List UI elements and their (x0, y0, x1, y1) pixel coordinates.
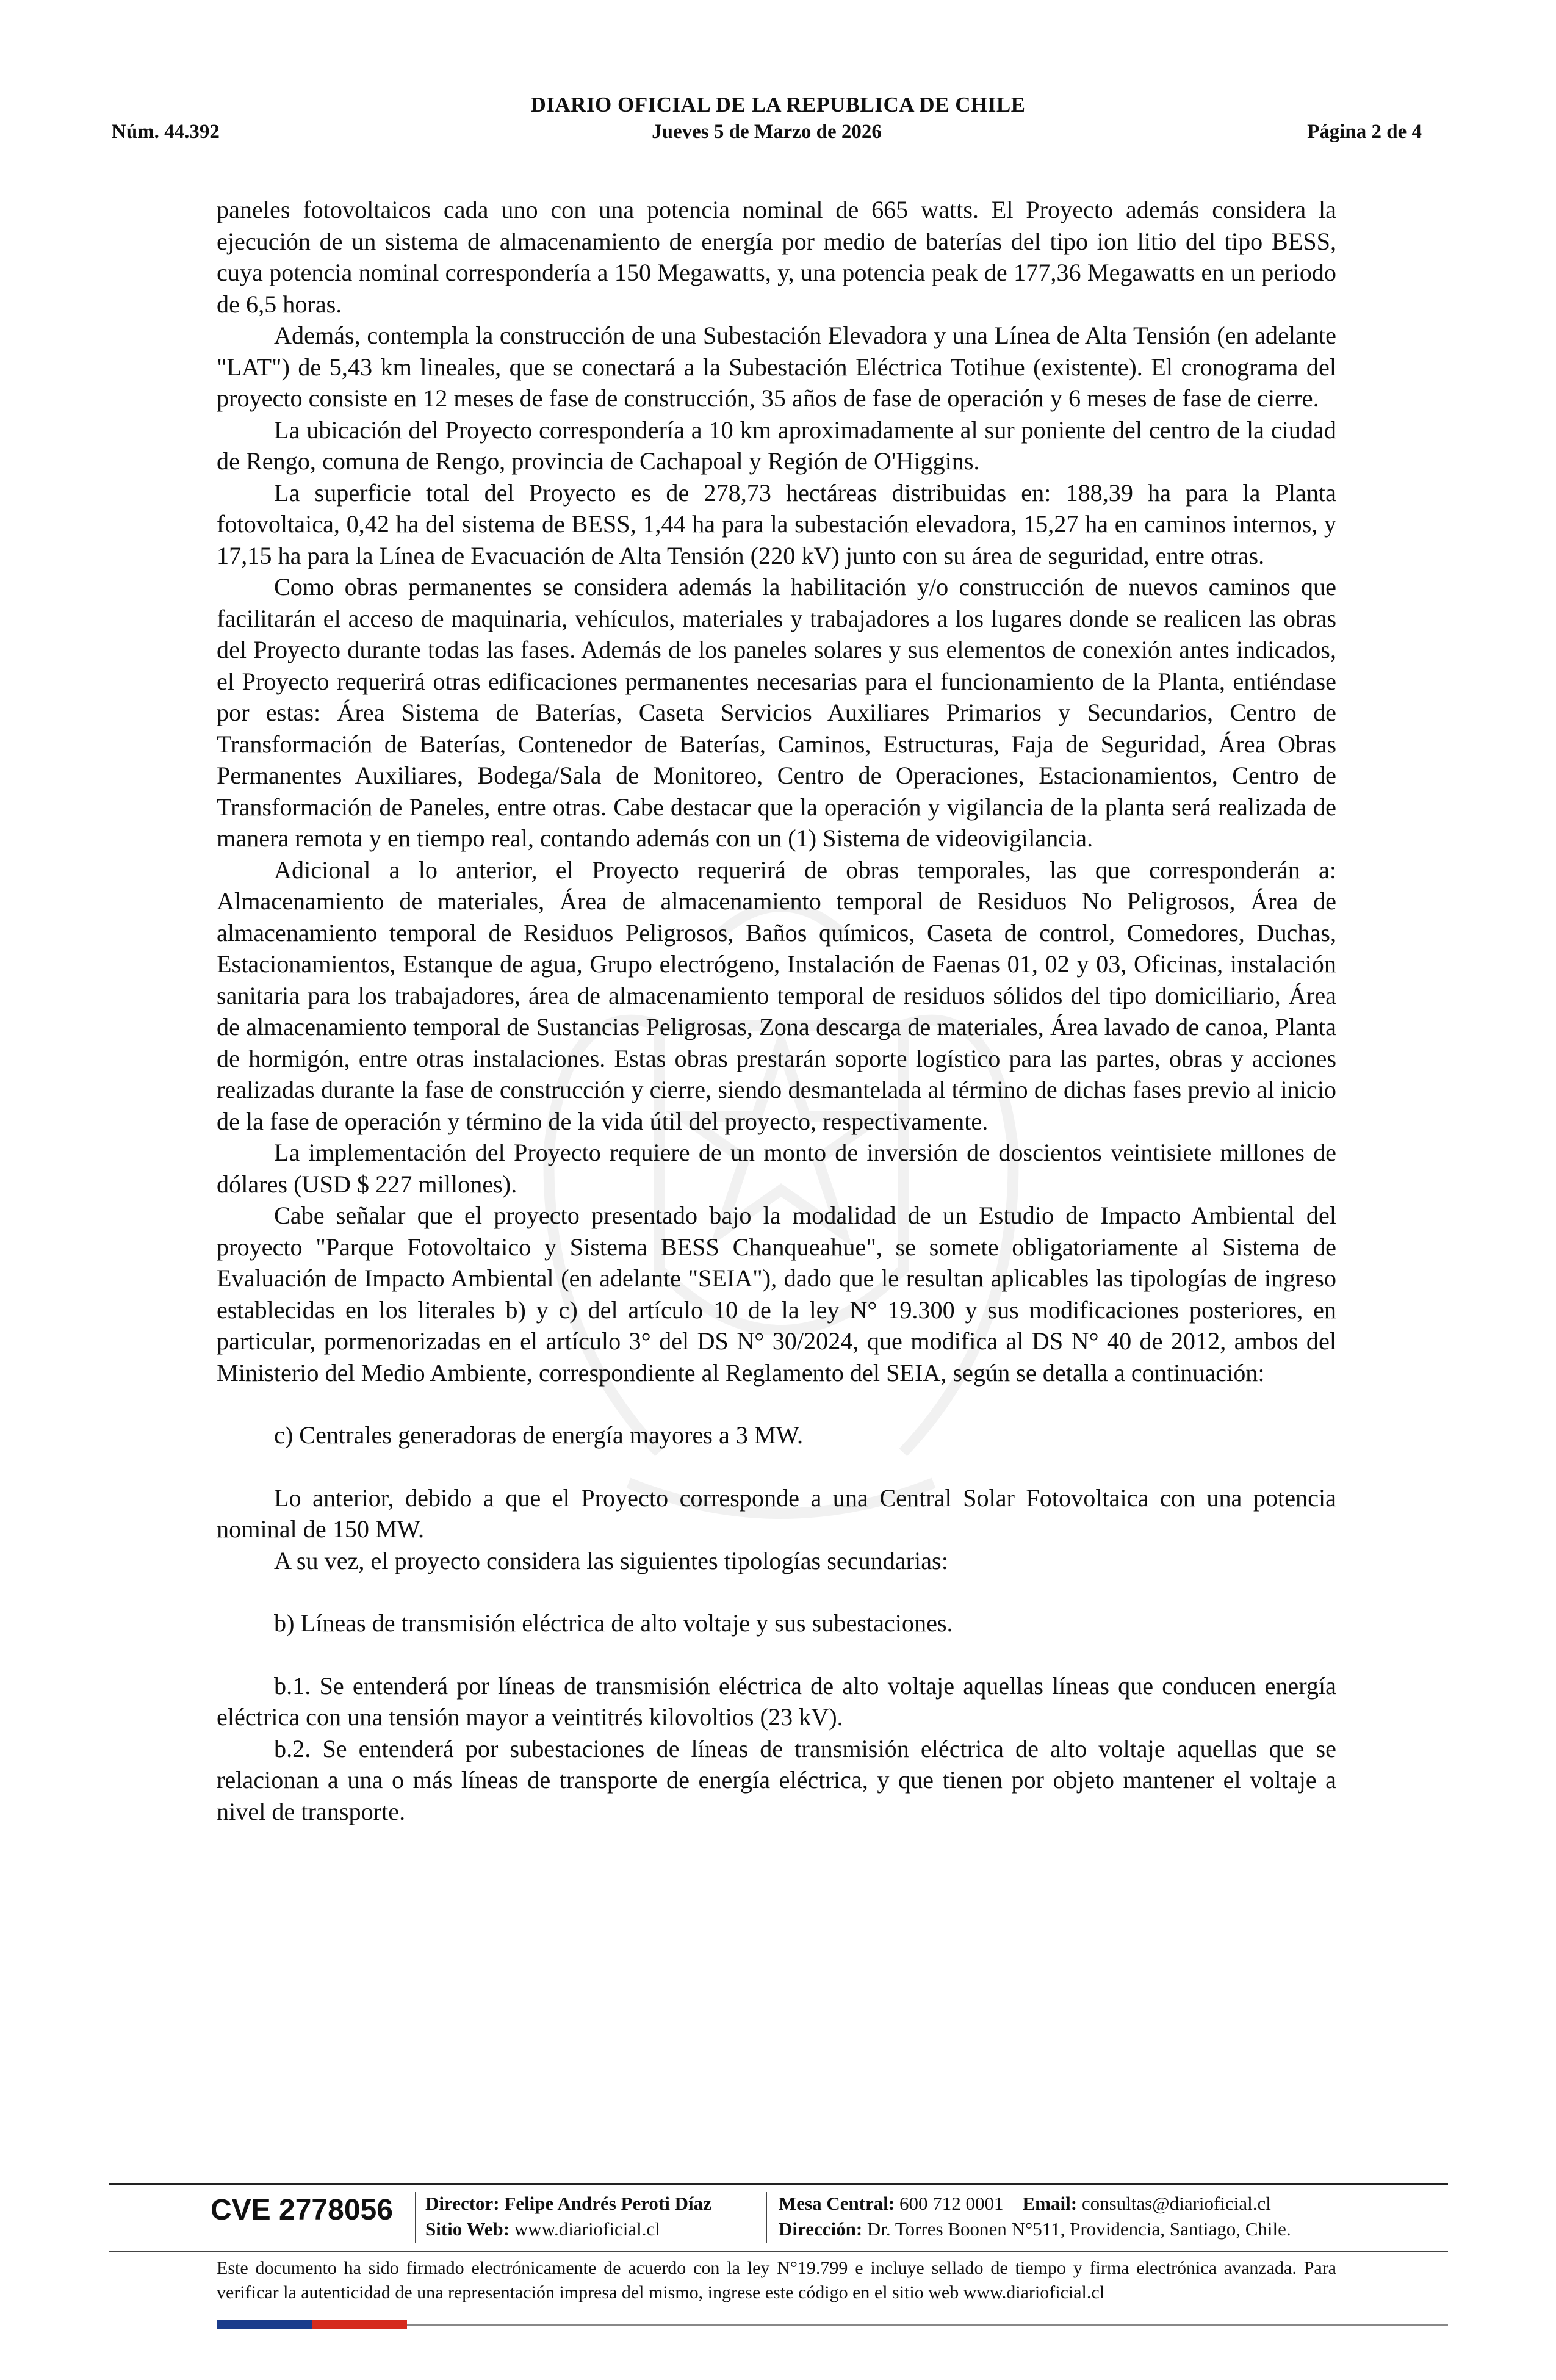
contact-info (779, 2191, 1291, 2242)
address-value: Dr. Torres Boonen N°511, Providencia, Santiago, Chile. (866, 2218, 1291, 2240)
header-row (112, 121, 1422, 148)
director-info (425, 2191, 711, 2242)
body-paragraph: A su vez, el proyecto considera las siguientes tipologías secundarias: (274, 1546, 948, 1574)
list-item-b1: b.1. Se entenderá por líneas de transmisión eléctrica de alto voltaje aquellas líneas que conducen energía eléctrica con una tensión mayor a veintitrés kilovoltios (23 kV). (217, 1671, 1336, 1731)
issue-number: Núm. 44.392 (112, 121, 220, 143)
address-label: Dirección: (779, 2218, 863, 2240)
mesa-phone: 600 712 0001 (899, 2193, 1004, 2214)
article-body (217, 194, 1336, 1827)
cve-code: CVE 2778056 (211, 2194, 393, 2226)
newspaper-title: DIARIO OFICIAL DE LA REPUBLICA DE CHILE (530, 93, 1026, 117)
issue-date: Jueves 5 de Marzo de 2026 (652, 121, 882, 143)
body-paragraph: paneles fotovoltaicos cada uno con una potencia nominal de 665 watts. El Proyecto además considera la ejecución de un sistema de almacenamiento de energía por medio de baterías del tipo ion litio del tipo BESS, cuya potencia nominal correspondería a 150 Megawatts, y, una potencia peak de 177,36 Megawatts en un periodo de 6,5 horas. (217, 196, 1336, 318)
web-link[interactable]: www.diarioficial.cl (514, 2218, 660, 2240)
list-item-typology-c: c) Centrales generadoras de energía mayores a 3 MW. (274, 1421, 804, 1449)
mesa-label: Mesa Central: (779, 2193, 895, 2214)
flag-red-segment (312, 2320, 407, 2329)
email-label: Email: (1022, 2193, 1078, 2214)
flag-line (407, 2324, 1448, 2326)
footer-separator (766, 2192, 767, 2243)
page-indicator: Página 2 de 4 (1307, 121, 1422, 143)
body-paragraph: Además, contempla la construcción de una Subestación Elevadora y una Línea de Alta Tensión (en adelante "LAT") de 5,43 km lineales, que se conectará a la Subestación Eléctrica Totihue (existente). El cronograma del proyecto consiste en 12 meses de fase de construcción, 35 años de fase de operación y 6 meses de fase de cierre. (217, 322, 1336, 412)
flag-bar (217, 2320, 407, 2329)
director-name: Felipe Andrés Peroti Díaz (504, 2193, 711, 2214)
body-paragraph: Adicional a lo anterior, el Proyecto requerirá de obras temporales, las que corresponderán a: Almacenamiento de materiales, Área de almacenamiento temporal de Residuos No Peligrosos, Área de almacenamiento temporal de Residuos Peligrosos, Baños químicos, Caseta de control, Comedores, Duchas, Estacionamientos, Estanque de agua, Grupo electrógeno, Instalación de Faenas 01, 02 y 03, Oficinas, instalación sanitaria para los trabajadores, área de almacenamiento temporal de residuos sólidos del tipo domiciliario, Área de almacenamiento temporal de Sustancias Peligrosas, Zona descarga de materiales, Área lavado de canoa, Planta de hormigón, entre otras instalaciones. Estas obras prestarán soporte logístico para las partes, obras y acciones realizadas durante la fase de construcción y cierre, siendo desmantelada al término de dichas fases previo al inicio de la fase de operación y término de la vida útil del proyecto, respectivamente. (217, 856, 1336, 1135)
footer-separator (415, 2192, 416, 2243)
list-item-typology-b: b) Líneas de transmisión eléctrica de alto voltaje y sus subestaciones. (274, 1609, 953, 1637)
web-label: Sitio Web: (425, 2218, 510, 2240)
footer-bottom-divider (109, 2251, 1448, 2252)
signature-note: Este documento ha sido firmado electrónicamente de acuerdo con la ley N°19.799 e incluye sellado de tiempo y firma electrónica avanzada. Para verificar la autenticidad de una representación impresa del mismo, ingrese este código en el sitio web www.diarioficial.cl (217, 2258, 1336, 2302)
footer-top-divider (109, 2183, 1448, 2185)
body-paragraph: Lo anterior, debido a que el Proyecto corresponde a una Central Solar Fotovoltaica con una potencia nominal de 150 MW. (217, 1484, 1336, 1543)
body-paragraph: La superficie total del Proyecto es de 278,73 hectáreas distribuidas en: 188,39 ha para la Planta fotovoltaica, 0,42 ha del sistema de BESS, 1,44 ha para la subestación elevadora, 15,27 ha en caminos internos, y 17,15 ha para la Línea de Evacuación de Alta Tensión (220 kV) junto con su área de seguridad, entre otras. (217, 478, 1336, 569)
body-paragraph: Cabe señalar que el proyecto presentado bajo la modalidad de un Estudio de Impacto Ambiental del proyecto "Parque Fotovoltaico y Sistema BESS Chanqueahue", se somete obligatoriamente al Sistema de Evaluación de Impacto Ambiental (en adelante "SEIA"), dado que le resultan aplicables las tipologías de ingreso establecidas en los literales b) y c) del artículo 10 de la ley N° 19.300 y sus modificaciones posteriores, en particular, pormenorizadas en el artículo 3° del DS N° 30/2024, que modifica al DS N° 40 de 2012, ambos del Ministerio del Medio Ambiente, correspondiente al Reglamento del SEIA, según se detalla a continuación: (217, 1202, 1336, 1387)
director-label: Director: (425, 2193, 500, 2214)
flag-blue-segment (217, 2320, 312, 2329)
email-link[interactable]: consultas@diarioficial.cl (1081, 2193, 1271, 2214)
body-paragraph: La implementación del Proyecto requiere de un monto de inversión de doscientos veintisiete millones de dólares (USD $ 227 millones). (217, 1139, 1336, 1198)
body-paragraph: La ubicación del Proyecto correspondería a 10 km aproximadamente al sur poniente del centro de la ciudad de Rengo, comuna de Rengo, provincia de Cachapoal y Región de O'Higgins. (217, 416, 1336, 475)
body-paragraph: Como obras permanentes se considera además la habilitación y/o construcción de nuevos caminos que facilitarán el acceso de maquinaria, vehículos, materiales y trabajadores a los lugares donde se realicen las obras del Proyecto durante todas las fases. Además de los paneles solares y sus elementos de conexión antes indicados, el Proyecto requerirá otras edificaciones permanentes necesarias para el funcionamiento de la Planta, entiéndase por estas: Área Sistema de Baterías, Caseta Servicios Auxiliares Primarios y Secundarios, Centro de Transformación de Baterías, Contenedor de Baterías, Caminos, Estructuras, Faja de Seguridad, Área Obras Permanentes Auxiliares, Bodega/Sala de Monitoreo, Centro de Operaciones, Estacionamientos, Centro de Transformación de Paneles, entre otras. Cabe destacar que la operación y vigilancia de la planta será realizada de manera remota y en tiempo real, contando además con un (1) Sistema de videovigilancia. (217, 573, 1336, 852)
list-item-b2: b.2. Se entenderá por subestaciones de líneas de transmisión eléctrica de alto voltaje aquellas que se relacionan a una o más líneas de transporte de energía eléctrica, y que tienen por objeto mantener el voltaje a nivel de transporte. (217, 1734, 1336, 1825)
